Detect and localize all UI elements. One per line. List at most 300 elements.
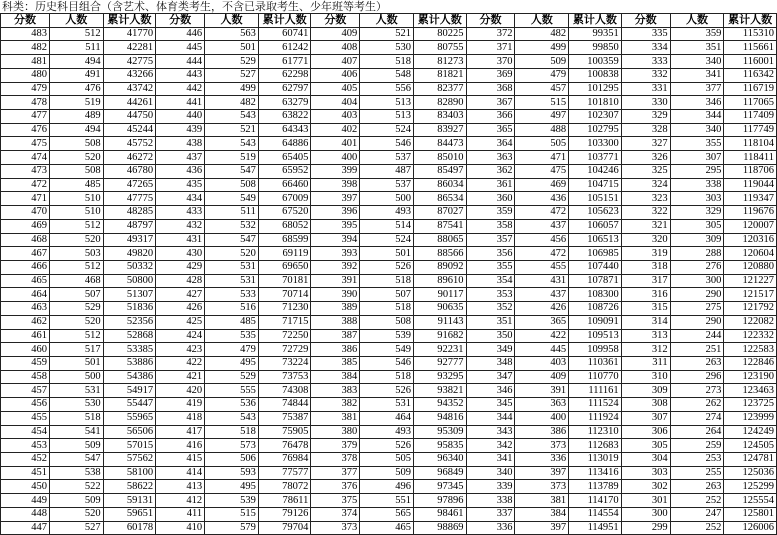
cell-score: 448 bbox=[1, 507, 50, 521]
cell-cumulative: 79126 bbox=[258, 507, 311, 521]
cell-count: 397 bbox=[515, 466, 569, 480]
cell-count: 288 bbox=[670, 247, 724, 261]
cell-cumulative: 41770 bbox=[103, 27, 156, 41]
cell-cumulative: 87541 bbox=[414, 219, 467, 233]
cell-cumulative: 114951 bbox=[569, 521, 622, 535]
cell-cumulative: 89092 bbox=[414, 260, 467, 274]
cell-cumulative: 110361 bbox=[569, 356, 622, 370]
cell-score: 366 bbox=[466, 110, 515, 124]
cell-score: 428 bbox=[156, 274, 205, 288]
cell-score: 335 bbox=[621, 27, 670, 41]
cell-cumulative: 97896 bbox=[414, 494, 467, 508]
cell-count: 530 bbox=[360, 41, 414, 55]
cell-count: 501 bbox=[49, 356, 103, 370]
cell-count: 305 bbox=[670, 219, 724, 233]
cell-count: 341 bbox=[670, 68, 724, 82]
cell-score: 455 bbox=[1, 411, 50, 425]
cell-score: 318 bbox=[621, 260, 670, 274]
cell-cumulative: 125801 bbox=[724, 507, 777, 521]
cell-count: 537 bbox=[360, 151, 414, 165]
cell-count: 505 bbox=[515, 137, 569, 151]
cell-count: 363 bbox=[515, 398, 569, 412]
cell-cumulative: 94816 bbox=[414, 411, 467, 425]
cell-cumulative: 109958 bbox=[569, 343, 622, 357]
cell-score: 375 bbox=[311, 494, 360, 508]
cell-score: 331 bbox=[621, 82, 670, 96]
cell-count: 539 bbox=[205, 494, 259, 508]
cell-cumulative: 112683 bbox=[569, 439, 622, 453]
cell-cumulative: 103300 bbox=[569, 137, 622, 151]
cell-score: 379 bbox=[311, 439, 360, 453]
cell-score: 464 bbox=[1, 288, 50, 302]
cell-score: 479 bbox=[1, 82, 50, 96]
cell-score: 434 bbox=[156, 192, 205, 206]
cell-score: 408 bbox=[311, 41, 360, 55]
cell-count: 543 bbox=[205, 137, 259, 151]
cell-score: 321 bbox=[621, 219, 670, 233]
cell-count: 244 bbox=[670, 329, 724, 343]
cell-score: 353 bbox=[466, 288, 515, 302]
cell-count: 593 bbox=[205, 466, 259, 480]
cell-score: 429 bbox=[156, 260, 205, 274]
cell-score: 372 bbox=[466, 27, 515, 41]
cell-count: 307 bbox=[670, 151, 724, 165]
cell-score: 414 bbox=[156, 466, 205, 480]
cell-cumulative: 54917 bbox=[103, 384, 156, 398]
cell-cumulative: 96849 bbox=[414, 466, 467, 480]
cell-score: 342 bbox=[466, 439, 515, 453]
cell-count: 290 bbox=[670, 288, 724, 302]
cell-score: 384 bbox=[311, 370, 360, 384]
cell-score: 409 bbox=[311, 27, 360, 41]
cell-cumulative: 124505 bbox=[724, 439, 777, 453]
cell-count: 397 bbox=[515, 521, 569, 535]
cell-score: 415 bbox=[156, 453, 205, 467]
cell-count: 537 bbox=[360, 178, 414, 192]
cell-count: 476 bbox=[49, 82, 103, 96]
cell-score: 340 bbox=[466, 466, 515, 480]
cell-score: 357 bbox=[466, 233, 515, 247]
cell-count: 426 bbox=[515, 302, 569, 316]
table-row bbox=[1, 247, 777, 261]
cell-cumulative: 101295 bbox=[569, 82, 622, 96]
cell-count: 529 bbox=[49, 302, 103, 316]
cell-cumulative: 55965 bbox=[103, 411, 156, 425]
cell-count: 536 bbox=[205, 398, 259, 412]
cell-cumulative: 121227 bbox=[724, 274, 777, 288]
table-row bbox=[1, 370, 777, 384]
cell-cumulative: 118104 bbox=[724, 137, 777, 151]
cell-count: 437 bbox=[515, 288, 569, 302]
cell-score: 398 bbox=[311, 178, 360, 192]
table-row bbox=[1, 110, 777, 124]
cell-count: 529 bbox=[205, 370, 259, 384]
table-row bbox=[1, 384, 777, 398]
table-row bbox=[1, 137, 777, 151]
table-row bbox=[1, 439, 777, 453]
cell-count: 468 bbox=[49, 274, 103, 288]
cell-cumulative: 100838 bbox=[569, 68, 622, 82]
cell-score: 325 bbox=[621, 164, 670, 178]
cell-score: 413 bbox=[156, 480, 205, 494]
cell-cumulative: 109513 bbox=[569, 329, 622, 343]
cell-count: 479 bbox=[205, 343, 259, 357]
cell-cumulative: 52356 bbox=[103, 315, 156, 329]
cell-count: 489 bbox=[49, 110, 103, 124]
cell-score: 410 bbox=[156, 521, 205, 535]
table-row bbox=[1, 233, 777, 247]
cell-cumulative: 46272 bbox=[103, 151, 156, 165]
cell-count: 247 bbox=[670, 507, 724, 521]
cell-cumulative: 49317 bbox=[103, 233, 156, 247]
cell-count: 403 bbox=[515, 356, 569, 370]
cell-score: 462 bbox=[1, 315, 50, 329]
header-cumulative: 累计人数 bbox=[258, 14, 311, 28]
cell-score: 345 bbox=[466, 398, 515, 412]
cell-score: 459 bbox=[1, 356, 50, 370]
cell-score: 382 bbox=[311, 398, 360, 412]
cell-count: 500 bbox=[49, 370, 103, 384]
cell-cumulative: 44750 bbox=[103, 110, 156, 124]
cell-cumulative: 117749 bbox=[724, 123, 777, 137]
cell-score: 472 bbox=[1, 178, 50, 192]
cell-count: 259 bbox=[670, 439, 724, 453]
table-row bbox=[1, 315, 777, 329]
cell-cumulative: 119347 bbox=[724, 192, 777, 206]
cell-score: 322 bbox=[621, 206, 670, 220]
cell-score: 440 bbox=[156, 110, 205, 124]
cell-cumulative: 116342 bbox=[724, 68, 777, 82]
cell-score: 470 bbox=[1, 206, 50, 220]
cell-score: 359 bbox=[466, 206, 515, 220]
cell-score: 373 bbox=[311, 521, 360, 535]
cell-score: 460 bbox=[1, 343, 50, 357]
cell-score: 316 bbox=[621, 288, 670, 302]
cell-score: 418 bbox=[156, 411, 205, 425]
cell-count: 471 bbox=[515, 151, 569, 165]
cell-count: 303 bbox=[670, 192, 724, 206]
cell-count: 531 bbox=[205, 260, 259, 274]
cell-cumulative: 84473 bbox=[414, 137, 467, 151]
cell-score: 395 bbox=[311, 219, 360, 233]
table-row bbox=[1, 151, 777, 165]
cell-cumulative: 74844 bbox=[258, 398, 311, 412]
cell-count: 485 bbox=[49, 178, 103, 192]
cell-score: 450 bbox=[1, 480, 50, 494]
cell-score: 474 bbox=[1, 151, 50, 165]
cell-score: 446 bbox=[156, 27, 205, 41]
cell-cumulative: 78072 bbox=[258, 480, 311, 494]
cell-cumulative: 92231 bbox=[414, 343, 467, 357]
cell-count: 551 bbox=[360, 494, 414, 508]
cell-count: 547 bbox=[49, 453, 103, 467]
cell-count: 515 bbox=[205, 507, 259, 521]
cell-cumulative: 80225 bbox=[414, 27, 467, 41]
cell-score: 427 bbox=[156, 288, 205, 302]
table-row bbox=[1, 466, 777, 480]
cell-count: 518 bbox=[360, 370, 414, 384]
cell-count: 262 bbox=[670, 398, 724, 412]
cell-count: 573 bbox=[205, 439, 259, 453]
cell-count: 499 bbox=[515, 41, 569, 55]
cell-score: 349 bbox=[466, 343, 515, 357]
table-row bbox=[1, 356, 777, 370]
cell-count: 479 bbox=[515, 68, 569, 82]
table-row bbox=[1, 302, 777, 316]
table-row bbox=[1, 55, 777, 69]
header-count: 人数 bbox=[670, 14, 724, 28]
cell-count: 359 bbox=[670, 27, 724, 41]
cell-count: 509 bbox=[515, 55, 569, 69]
cell-score: 315 bbox=[621, 302, 670, 316]
cell-cumulative: 98461 bbox=[414, 507, 467, 521]
cell-score: 307 bbox=[621, 411, 670, 425]
cell-score: 386 bbox=[311, 343, 360, 357]
cell-score: 333 bbox=[621, 55, 670, 69]
cell-count: 264 bbox=[670, 425, 724, 439]
cell-count: 495 bbox=[205, 480, 259, 494]
cell-count: 491 bbox=[49, 68, 103, 82]
cell-cumulative: 68052 bbox=[258, 219, 311, 233]
cell-cumulative: 50332 bbox=[103, 260, 156, 274]
cell-cumulative: 65952 bbox=[258, 164, 311, 178]
cell-count: 253 bbox=[670, 453, 724, 467]
cell-score: 383 bbox=[311, 384, 360, 398]
cell-cumulative: 47775 bbox=[103, 192, 156, 206]
cell-score: 368 bbox=[466, 82, 515, 96]
cell-cumulative: 111161 bbox=[569, 384, 622, 398]
cell-cumulative: 55447 bbox=[103, 398, 156, 412]
header-score: 分数 bbox=[1, 14, 50, 28]
cell-cumulative: 51836 bbox=[103, 302, 156, 316]
cell-cumulative: 58100 bbox=[103, 466, 156, 480]
cell-score: 447 bbox=[1, 521, 50, 535]
cell-count: 539 bbox=[360, 329, 414, 343]
cell-cumulative: 44261 bbox=[103, 96, 156, 110]
cell-cumulative: 117409 bbox=[724, 110, 777, 124]
table-row bbox=[1, 68, 777, 82]
cell-count: 508 bbox=[49, 164, 103, 178]
cell-count: 518 bbox=[205, 425, 259, 439]
cell-score: 389 bbox=[311, 302, 360, 316]
cell-score: 426 bbox=[156, 302, 205, 316]
cell-cumulative: 86034 bbox=[414, 178, 467, 192]
cell-count: 273 bbox=[670, 384, 724, 398]
table-row bbox=[1, 164, 777, 178]
cell-score: 432 bbox=[156, 219, 205, 233]
cell-count: 529 bbox=[205, 55, 259, 69]
cell-score: 311 bbox=[621, 356, 670, 370]
cell-count: 445 bbox=[515, 343, 569, 357]
cell-score: 330 bbox=[621, 96, 670, 110]
cell-count: 527 bbox=[49, 521, 103, 535]
cell-score: 437 bbox=[156, 151, 205, 165]
cell-cumulative: 111524 bbox=[569, 398, 622, 412]
cell-score: 334 bbox=[621, 41, 670, 55]
header-count: 人数 bbox=[205, 14, 259, 28]
cell-score: 343 bbox=[466, 425, 515, 439]
cell-count: 520 bbox=[49, 233, 103, 247]
cell-score: 416 bbox=[156, 439, 205, 453]
cell-score: 391 bbox=[311, 274, 360, 288]
cell-score: 483 bbox=[1, 27, 50, 41]
table-row bbox=[1, 41, 777, 55]
cell-count: 546 bbox=[360, 356, 414, 370]
cell-cumulative: 106057 bbox=[569, 219, 622, 233]
cell-cumulative: 48285 bbox=[103, 206, 156, 220]
cell-score: 348 bbox=[466, 356, 515, 370]
cell-score: 338 bbox=[466, 494, 515, 508]
cell-cumulative: 42775 bbox=[103, 55, 156, 69]
cell-score: 390 bbox=[311, 288, 360, 302]
cell-score: 312 bbox=[621, 343, 670, 357]
cell-score: 329 bbox=[621, 110, 670, 124]
cell-score: 314 bbox=[621, 315, 670, 329]
cell-score: 388 bbox=[311, 315, 360, 329]
cell-count: 530 bbox=[49, 398, 103, 412]
cell-count: 515 bbox=[515, 96, 569, 110]
cell-cumulative: 48797 bbox=[103, 219, 156, 233]
cell-score: 469 bbox=[1, 219, 50, 233]
header-cumulative: 累计人数 bbox=[724, 14, 777, 28]
cell-count: 503 bbox=[49, 247, 103, 261]
cell-count: 457 bbox=[515, 82, 569, 96]
cell-cumulative: 67520 bbox=[258, 206, 311, 220]
header-score: 分数 bbox=[621, 14, 670, 28]
cell-cumulative: 62298 bbox=[258, 68, 311, 82]
table-row bbox=[1, 411, 777, 425]
cell-cumulative: 103771 bbox=[569, 151, 622, 165]
cell-score: 341 bbox=[466, 453, 515, 467]
cell-score: 394 bbox=[311, 233, 360, 247]
cell-score: 468 bbox=[1, 233, 50, 247]
cell-score: 406 bbox=[311, 68, 360, 82]
cell-count: 520 bbox=[49, 507, 103, 521]
cell-cumulative: 45752 bbox=[103, 137, 156, 151]
table-row bbox=[1, 343, 777, 357]
cell-cumulative: 79704 bbox=[258, 521, 311, 535]
cell-score: 400 bbox=[311, 151, 360, 165]
cell-cumulative: 95835 bbox=[414, 439, 467, 453]
cell-count: 508 bbox=[49, 137, 103, 151]
cell-count: 521 bbox=[360, 27, 414, 41]
cell-score: 463 bbox=[1, 302, 50, 316]
cell-cumulative: 122082 bbox=[724, 315, 777, 329]
cell-score: 356 bbox=[466, 247, 515, 261]
cell-score: 435 bbox=[156, 178, 205, 192]
cell-score: 403 bbox=[311, 110, 360, 124]
cell-count: 501 bbox=[360, 247, 414, 261]
cell-score: 309 bbox=[621, 384, 670, 398]
cell-cumulative: 59131 bbox=[103, 494, 156, 508]
cell-score: 480 bbox=[1, 68, 50, 82]
cell-cumulative: 114170 bbox=[569, 494, 622, 508]
cell-cumulative: 119676 bbox=[724, 206, 777, 220]
cell-count: 520 bbox=[49, 151, 103, 165]
cell-cumulative: 113019 bbox=[569, 453, 622, 467]
header-cumulative: 累计人数 bbox=[414, 14, 467, 28]
cell-cumulative: 117065 bbox=[724, 96, 777, 110]
cell-count: 509 bbox=[360, 466, 414, 480]
table-row bbox=[1, 82, 777, 96]
cell-count: 495 bbox=[205, 356, 259, 370]
cell-count: 555 bbox=[205, 384, 259, 398]
cell-score: 320 bbox=[621, 233, 670, 247]
cell-count: 409 bbox=[515, 370, 569, 384]
cell-cumulative: 61242 bbox=[258, 41, 311, 55]
table-row bbox=[1, 494, 777, 508]
cell-score: 473 bbox=[1, 164, 50, 178]
table-row bbox=[1, 206, 777, 220]
cell-count: 469 bbox=[515, 178, 569, 192]
cell-count: 455 bbox=[515, 260, 569, 274]
cell-score: 458 bbox=[1, 370, 50, 384]
cell-count: 465 bbox=[360, 521, 414, 535]
cell-count: 373 bbox=[515, 480, 569, 494]
cell-count: 338 bbox=[670, 178, 724, 192]
cell-score: 370 bbox=[466, 55, 515, 69]
cell-score: 339 bbox=[466, 480, 515, 494]
cell-cumulative: 86534 bbox=[414, 192, 467, 206]
cell-cumulative: 105623 bbox=[569, 206, 622, 220]
cell-cumulative: 116719 bbox=[724, 82, 777, 96]
cell-cumulative: 81273 bbox=[414, 55, 467, 69]
cell-score: 396 bbox=[311, 206, 360, 220]
cell-cumulative: 93295 bbox=[414, 370, 467, 384]
table-row bbox=[1, 521, 777, 535]
cell-count: 519 bbox=[49, 96, 103, 110]
cell-cumulative: 125554 bbox=[724, 494, 777, 508]
cell-cumulative: 105151 bbox=[569, 192, 622, 206]
cell-cumulative: 122332 bbox=[724, 329, 777, 343]
cell-count: 365 bbox=[515, 315, 569, 329]
score-distribution-table bbox=[0, 13, 777, 535]
cell-score: 405 bbox=[311, 82, 360, 96]
cell-count: 340 bbox=[670, 55, 724, 69]
cell-count: 546 bbox=[360, 137, 414, 151]
cell-count: 547 bbox=[205, 233, 259, 247]
cell-cumulative: 114554 bbox=[569, 507, 622, 521]
cell-count: 300 bbox=[670, 274, 724, 288]
cell-cumulative: 104246 bbox=[569, 164, 622, 178]
cell-count: 531 bbox=[360, 398, 414, 412]
cell-score: 481 bbox=[1, 55, 50, 69]
cell-cumulative: 121792 bbox=[724, 302, 777, 316]
cell-count: 437 bbox=[515, 219, 569, 233]
cell-count: 295 bbox=[670, 164, 724, 178]
cell-score: 351 bbox=[466, 315, 515, 329]
cell-score: 344 bbox=[466, 411, 515, 425]
cell-score: 443 bbox=[156, 68, 205, 82]
cell-count: 309 bbox=[670, 233, 724, 247]
cell-cumulative: 50800 bbox=[103, 274, 156, 288]
cell-count: 377 bbox=[670, 82, 724, 96]
cell-cumulative: 89610 bbox=[414, 274, 467, 288]
cell-score: 385 bbox=[311, 356, 360, 370]
cell-cumulative: 64886 bbox=[258, 137, 311, 151]
cell-score: 365 bbox=[466, 123, 515, 137]
cell-cumulative: 82890 bbox=[414, 96, 467, 110]
cell-cumulative: 75905 bbox=[258, 425, 311, 439]
cell-score: 363 bbox=[466, 151, 515, 165]
cell-score: 313 bbox=[621, 329, 670, 343]
cell-score: 466 bbox=[1, 260, 50, 274]
table-row bbox=[1, 219, 777, 233]
cell-count: 422 bbox=[515, 329, 569, 343]
cell-score: 419 bbox=[156, 398, 205, 412]
cell-score: 367 bbox=[466, 96, 515, 110]
cell-cumulative: 54386 bbox=[103, 370, 156, 384]
